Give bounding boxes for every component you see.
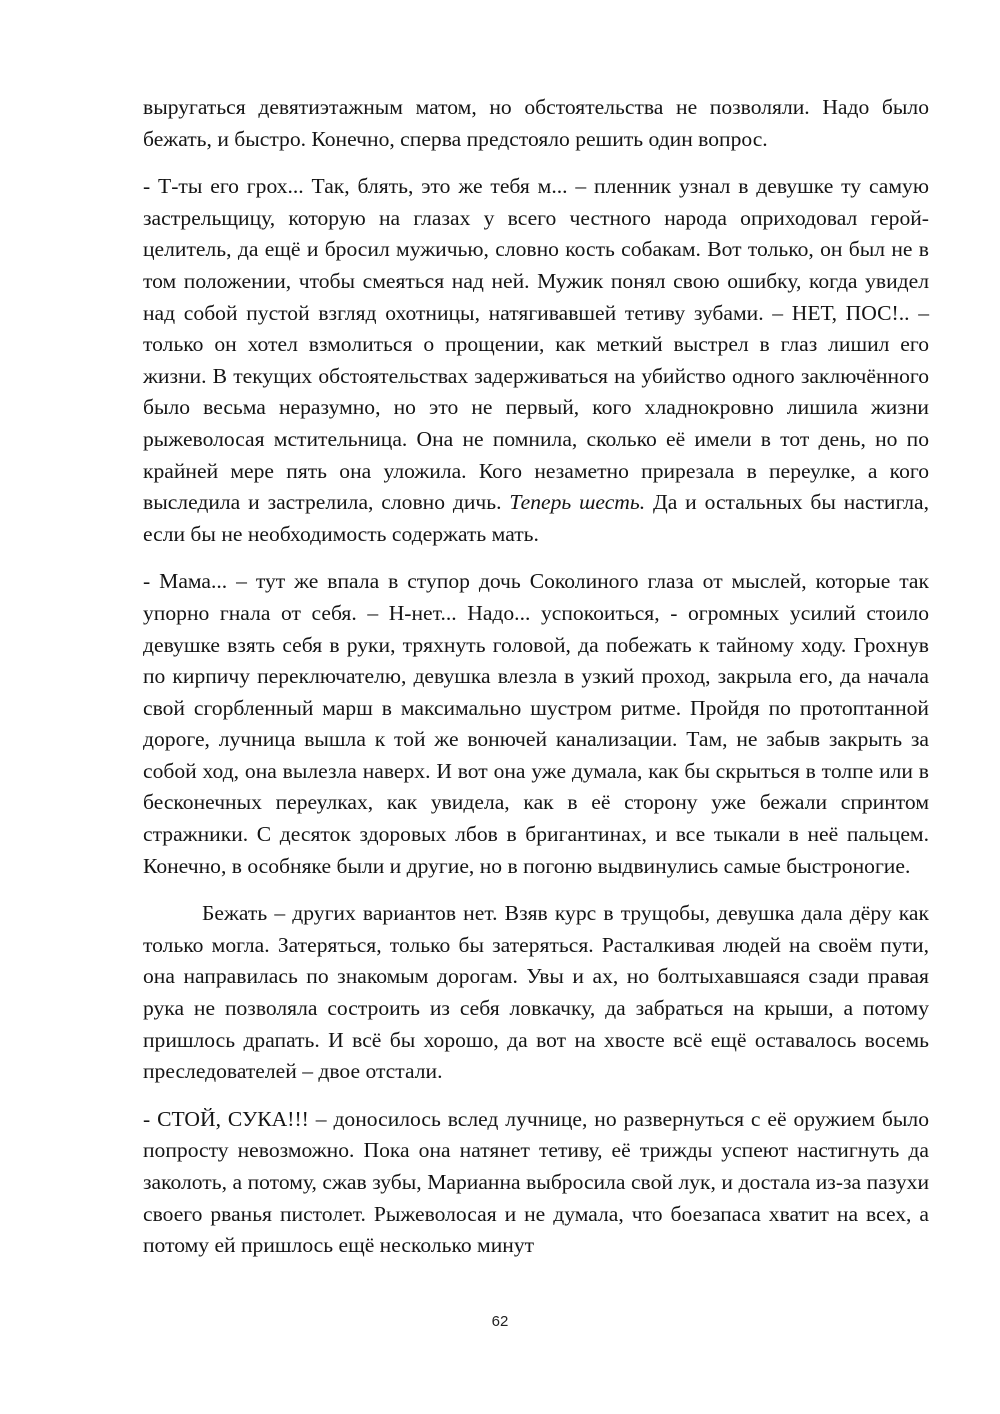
paragraph-2: [143, 171, 929, 550]
paragraph-text: - СТОЙ, СУКА!!! – доносилось вслед лучнице, но развернуться с её оружием было попросту невозможно. Пока она натянет тетиву, её трижды успеют настигнуть да заколоть, а потому, сжав зубы, Марианна выбросила свой лук, и достала из-за пазухи своего рванья пистолет. Рыжеволосая и не думала, что боезапаса хватит на всех, а потому ей пришлось ещё несколько минут: [143, 1106, 929, 1258]
paragraph-italic-thought: Теперь шесть.: [509, 490, 646, 515]
paragraph-3: [143, 566, 929, 882]
document-page: [143, 92, 929, 1278]
paragraph-text-tail: Да и остальных бы настигла, если бы не необходимость содержать мать.: [143, 490, 929, 546]
paragraph-1: [143, 92, 929, 155]
paragraph-text: Бежать – других вариантов нет. Взяв курс в трущобы, девушка дала дёру как только могла. Затеряться, только бы затеряться. Расталкивая людей на своём пути, она направилась по знакомым дорогам. Увы и ах, но болтыхавшаяся сзади правая рука не позволяла состроить из себя ловкачку, да забраться на крыши, а потому пришлось драпать. И всё бы хорошо, да вот на хвосте всё ещё оставалось восемь преследователей – двое отстали.: [143, 901, 929, 1084]
paragraph-4: [143, 898, 929, 1088]
page-number: 62: [491, 1313, 509, 1330]
paragraph-text: - Мама... – тут же впала в ступор дочь Соколиного глаза от мыслей, которые так упорно гнала от себя. – Н-нет... Надо... успокоиться, - огромных усилий стоило девушке взять себя в руки, тряхнуть головой, да побежать к тайному ходу. Грохнув по кирпичу переключателю, девушка влезла в узкий проход, закрыла его, да начала свой сгорбленный марш в максимально шустром ритме. Пройдя по протоптанной дороге, лучница вышла к той же вонючей канализации. Там, не забыв закрыть за собой ход, она вылезла наверх. И вот она уже думала, как бы скрыться в толпе или в бесконечных переулках, как увидела, как в её сторону уже бежали спринтом стражники. С десяток здоровых лбов в бригантинах, и все тыкали в неё пальцем. Конечно, в особняке были и другие, но в погоню выдвинулись самые быстроногие.: [143, 569, 929, 878]
paragraph-5: [143, 1104, 929, 1262]
paragraph-text: - Т-ты его грох... Так, блять, это же тебя м... – пленник узнал в девушке ту самую застрельщицу, которую на глазах у всего честного народа оприходовал герой-целитель, да ещё и бросил мужичью, словно кость собакам. Вот только, он был не в том положении, чтобы смеяться над ней. Мужик понял свою ошибку, когда увидел над собой пустой взгляд охотницы, натягивавшей тетиву зубами. – НЕТ, ПОС!.. – только он хотел взмолиться о прощении, как меткий выстрел в глаз лишил его жизни. В текущих обстоятельствах задерживаться на убийство одного заключённого было весьма неразумно, но это не первый, кого хладнокровно лишила жизни рыжеволосая мстительница. Она не помнила, сколько её имели в тот день, но по крайней мере пять она уложила. Кого незаметно прирезала в переулке, а кого выследила и застрелила, словно дичь.: [143, 174, 929, 515]
paragraph-text: выругаться девятиэтажным матом, но обстоятельства не позволяли. Надо было бежать, и быстро. Конечно, сперва предстояло решить один вопрос.: [143, 95, 929, 151]
